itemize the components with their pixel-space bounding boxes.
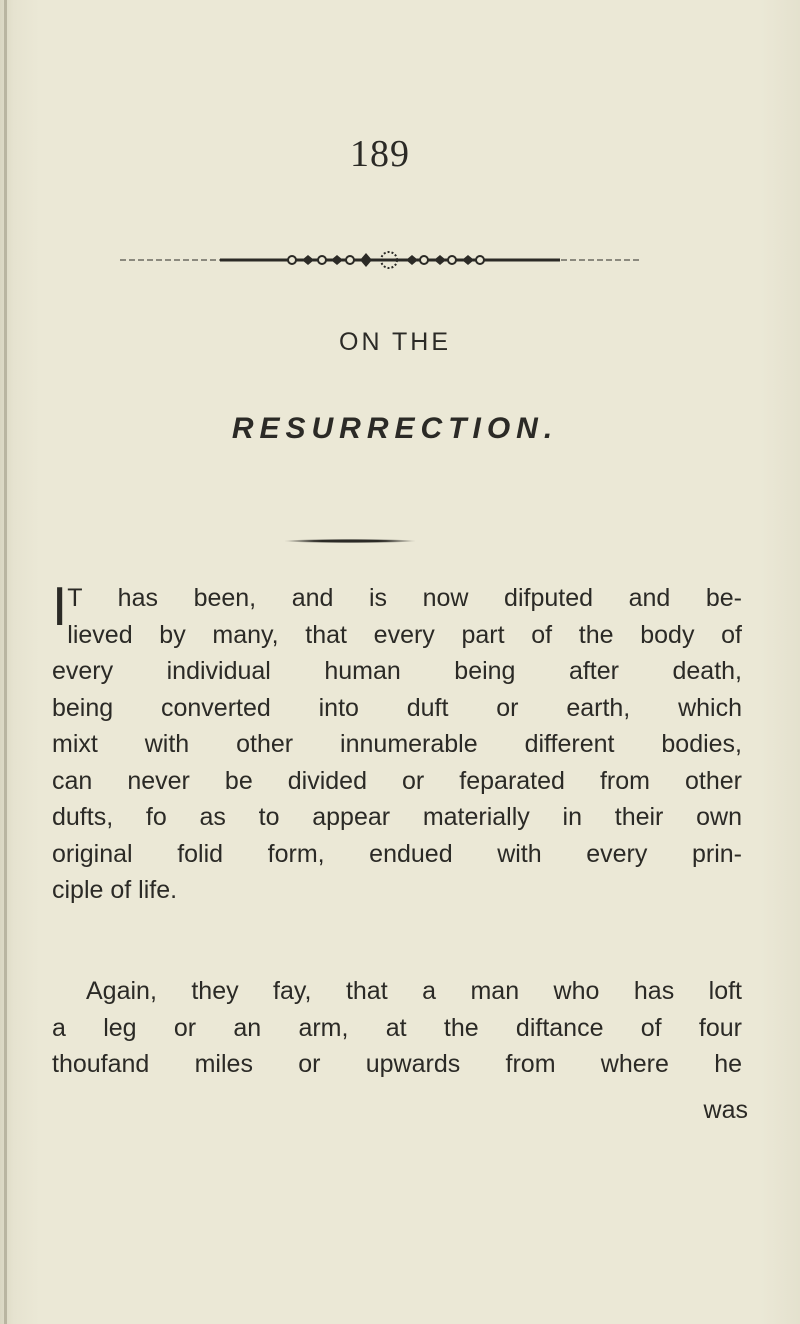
paragraph-1	[52, 575, 742, 920]
text-line: being converted into duft or earth, which	[52, 693, 742, 722]
printers-ornament-rule	[40, 248, 740, 272]
chapter-title: RESURRECTION.	[231, 412, 559, 445]
text-line-content: has been, and is now difputed and be-	[82, 584, 742, 612]
text-line: every individual human being after death,	[52, 657, 742, 685]
page-number: 189	[350, 133, 410, 175]
page-gutter-edge	[4, 0, 7, 1324]
text-line: lieved by many, that every part of the body of	[67, 620, 742, 649]
text-line: can never be divided or feparated from other	[52, 766, 742, 795]
drop-cap: I	[52, 575, 68, 637]
text-line: ciple of life.	[52, 876, 178, 904]
drop-cap-rest: T	[67, 584, 83, 612]
catchword: was	[703, 1096, 748, 1124]
paragraph-2	[52, 973, 742, 1088]
text-line: original folid form, endued with every prin-	[52, 839, 742, 868]
text-line: Again, they fay, that a man who has loft	[86, 977, 742, 1005]
text-line: a leg or an arm, at the diftance of four	[52, 1013, 742, 1042]
heading-prefix: ON THE	[339, 328, 451, 356]
title-rule	[285, 539, 415, 543]
text-line: mixt with other innumerable different bodies,	[52, 730, 742, 758]
text-line: dufts, fo as to appear materially in their own	[52, 803, 742, 831]
text-line: thoufand miles or upwards from where he	[52, 1050, 742, 1078]
